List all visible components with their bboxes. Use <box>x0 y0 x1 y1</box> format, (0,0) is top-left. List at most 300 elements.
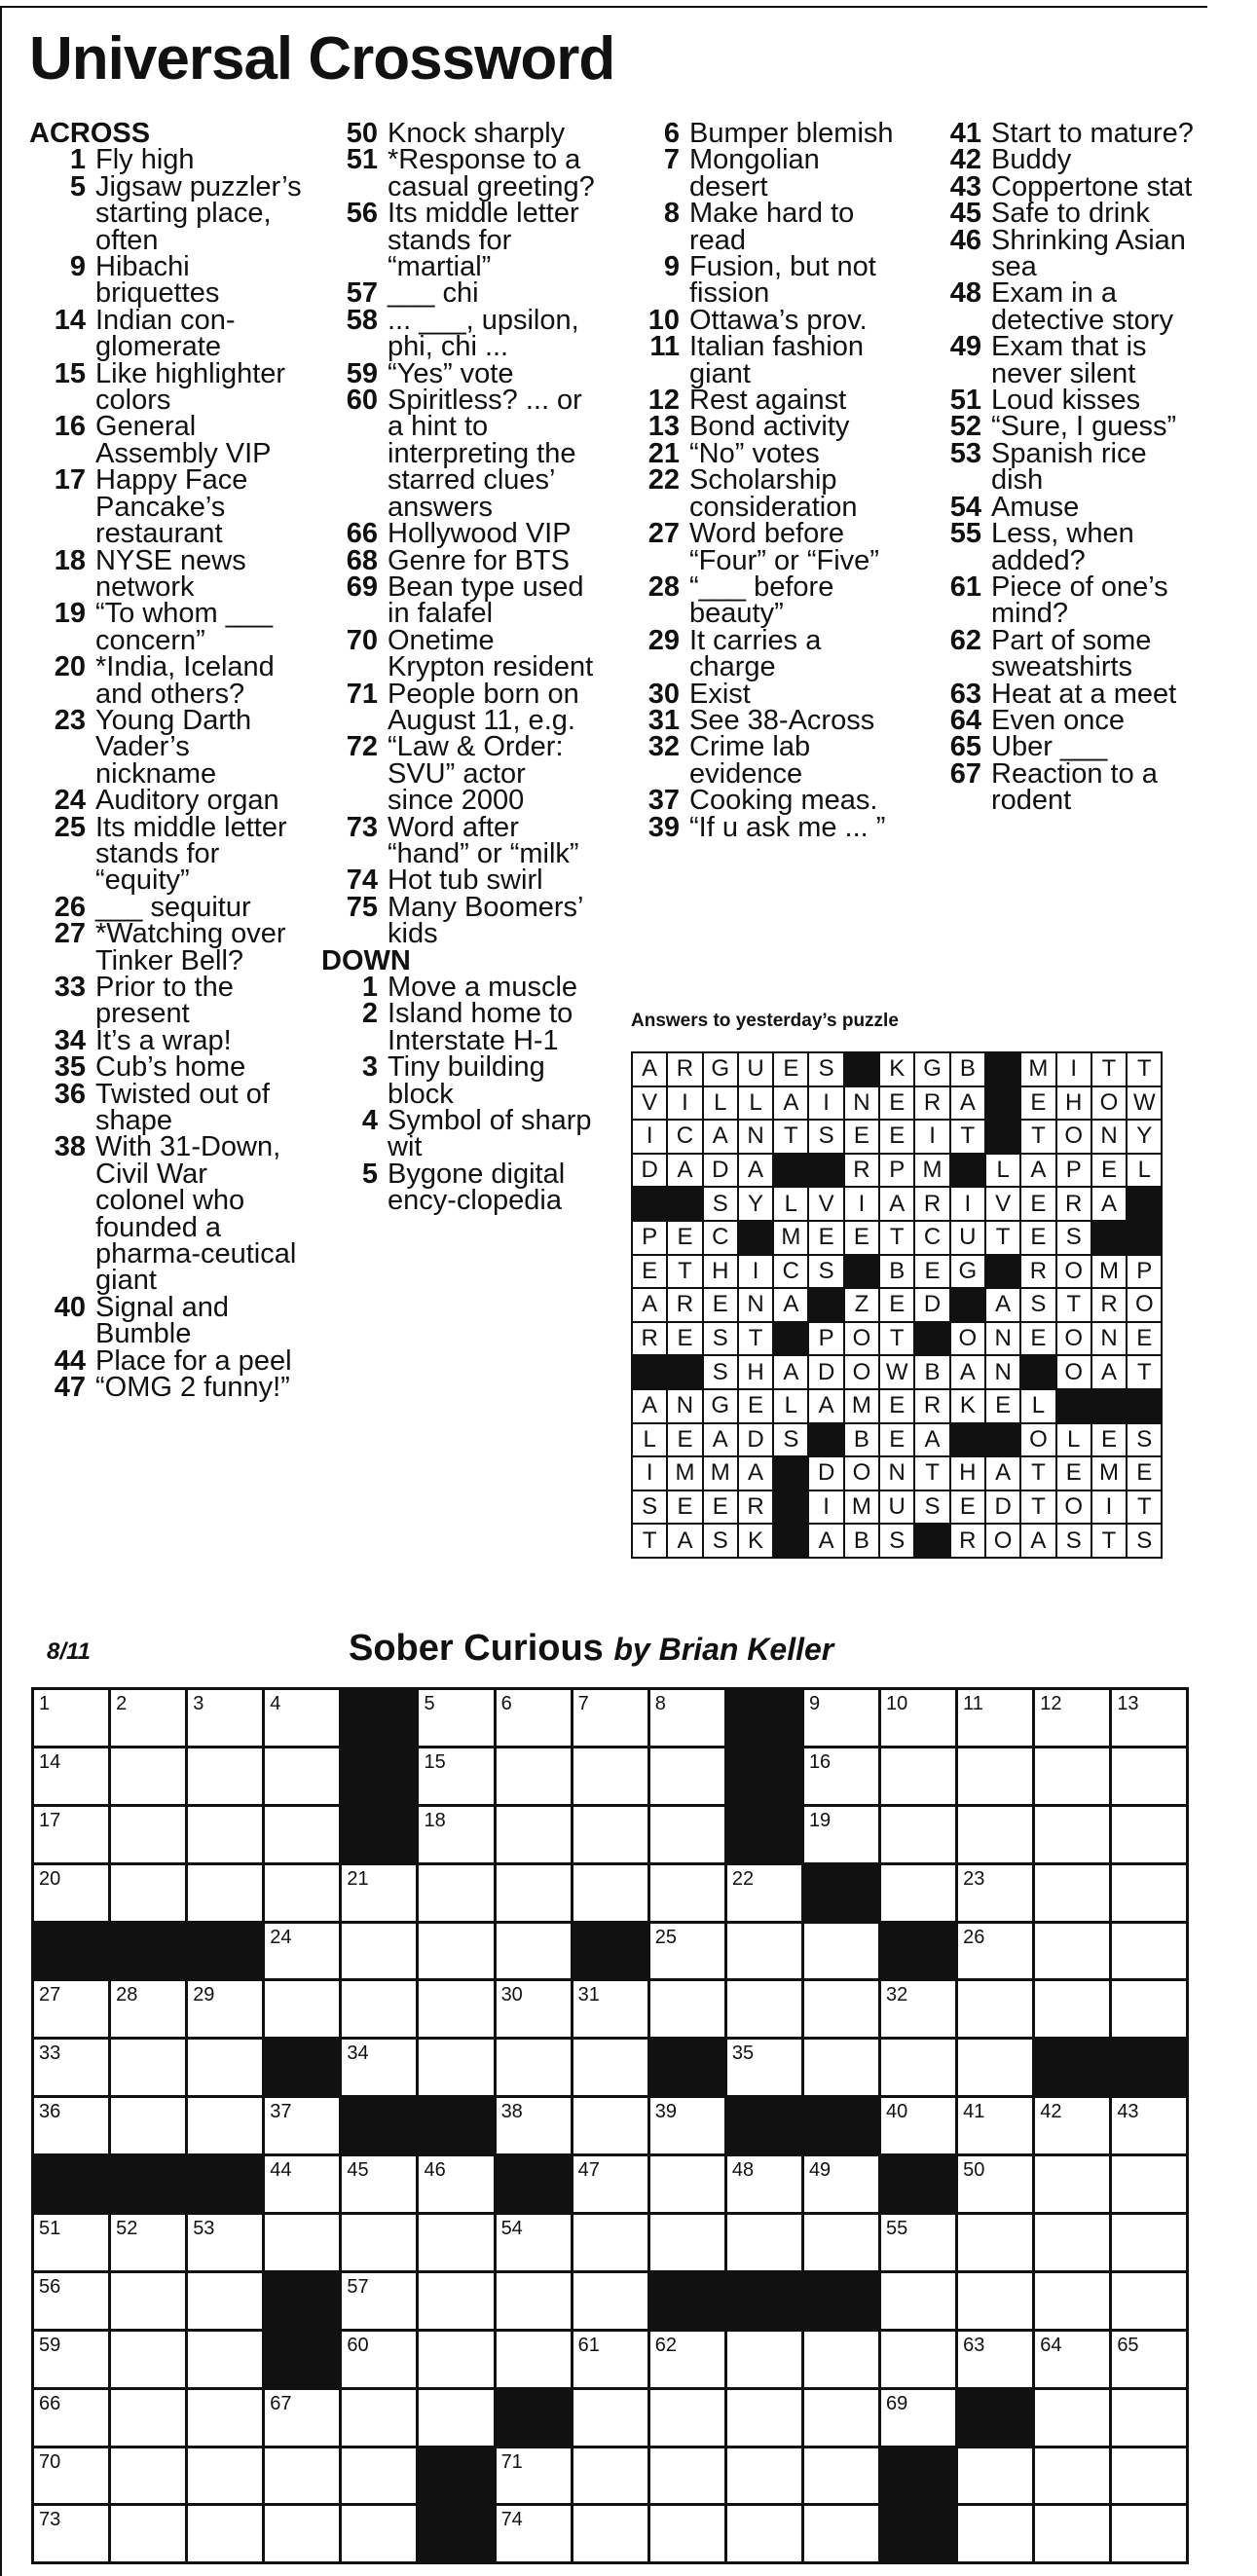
grid-cell[interactable] <box>1111 1922 1188 1980</box>
grid-cell[interactable] <box>572 1805 648 1863</box>
grid-cell[interactable] <box>418 1863 495 1922</box>
grid-cell[interactable] <box>33 2447 110 2505</box>
grid-cell[interactable] <box>495 2330 572 2388</box>
grid-cell[interactable] <box>187 1689 264 1748</box>
grid-cell[interactable] <box>495 2505 572 2563</box>
grid-cell[interactable] <box>802 1689 879 1748</box>
grid-cell[interactable] <box>725 2330 802 2388</box>
grid-cell[interactable] <box>33 2214 110 2272</box>
clue <box>29 651 302 710</box>
grid-cell[interactable] <box>495 1863 572 1922</box>
grid-cell[interactable] <box>957 2214 1034 2272</box>
grid-cell[interactable] <box>957 1922 1034 1980</box>
grid-cell[interactable] <box>648 2097 725 2155</box>
grid-cell[interactable] <box>648 2214 725 2272</box>
grid-cell[interactable] <box>341 2505 418 2563</box>
answer-letter: H <box>1056 1086 1091 1121</box>
grid-cell[interactable] <box>110 2330 187 2388</box>
grid-cell[interactable] <box>648 1689 725 1748</box>
grid-cell[interactable] <box>1111 2505 1188 2563</box>
grid-cell[interactable] <box>341 2271 418 2330</box>
grid-cell[interactable] <box>880 2039 957 2097</box>
grid-cell[interactable] <box>572 2271 648 2330</box>
clue <box>623 304 906 336</box>
grid-cell[interactable] <box>802 2388 879 2447</box>
black-square <box>880 2447 957 2505</box>
answer-letter: I <box>1091 1490 1127 1525</box>
grid-cell[interactable] <box>341 2447 418 2505</box>
grid-cell[interactable] <box>1111 2155 1188 2214</box>
grid-cell[interactable] <box>802 1805 879 1863</box>
grid-cell[interactable] <box>418 1747 495 1805</box>
grid-cell[interactable] <box>1111 1863 1188 1922</box>
grid-cell[interactable] <box>495 2447 572 2505</box>
clue <box>925 731 1202 763</box>
grid-cell[interactable] <box>1111 1805 1188 1863</box>
clue-column-2 <box>321 118 599 1217</box>
answer-letter: M <box>703 1456 738 1490</box>
black-square <box>1034 2039 1111 2097</box>
grid-cell[interactable] <box>187 2271 264 2330</box>
clue-number: 25 <box>54 811 86 843</box>
grid-cell[interactable] <box>495 1980 572 2039</box>
grid-cell[interactable] <box>495 1689 572 1748</box>
grid-cell[interactable] <box>725 2388 802 2447</box>
grid-cell[interactable] <box>880 1980 957 2039</box>
clue <box>321 144 599 202</box>
grid-cell[interactable] <box>1034 2330 1111 2388</box>
answer-letter: M <box>1020 1052 1055 1086</box>
grid-cell[interactable] <box>957 2447 1034 2505</box>
grid-cell[interactable] <box>418 2214 495 2272</box>
grid-cell[interactable] <box>880 2330 957 2388</box>
clue-text: Coppertone stat <box>991 170 1193 202</box>
clue-text: Cooking meas. <box>689 785 878 817</box>
clue <box>925 624 1202 683</box>
answer-letter: A <box>950 1355 985 1389</box>
grid-cell[interactable] <box>880 2097 957 2155</box>
answer-letter: S <box>1056 1524 1091 1558</box>
clue-text: It’s a wrap! <box>95 1024 232 1056</box>
answer-letter: C <box>703 1221 738 1255</box>
clue-text: “To whom ___ concern” <box>95 598 274 656</box>
grid-cell[interactable] <box>957 1689 1034 1748</box>
grid-cell[interactable] <box>1034 1980 1111 2039</box>
grid-cell[interactable] <box>187 2039 264 2097</box>
clue-text: Like highlighter colors <box>95 357 286 417</box>
grid-cell[interactable] <box>341 2155 418 2214</box>
clue <box>29 1131 302 1297</box>
grid-cell[interactable] <box>1034 1805 1111 1863</box>
grid-cell[interactable] <box>1111 2447 1188 2505</box>
answer-letter: D <box>808 1355 843 1389</box>
grid-cell[interactable] <box>802 1747 879 1805</box>
answer-row <box>632 1288 1162 1322</box>
grid-cell[interactable] <box>957 2155 1034 2214</box>
grid-cell[interactable] <box>957 2097 1034 2155</box>
grid-cell[interactable] <box>418 2388 495 2447</box>
grid-cell[interactable] <box>110 1747 187 1805</box>
grid-cell[interactable] <box>110 2388 187 2447</box>
grid-cell[interactable] <box>648 2330 725 2388</box>
grid-cell[interactable] <box>33 1980 110 2039</box>
grid-cell[interactable] <box>880 1689 957 1748</box>
grid-cell[interactable] <box>802 2214 879 2272</box>
black-square <box>985 1052 1020 1086</box>
grid-cell[interactable] <box>880 2388 957 2447</box>
grid-cell[interactable] <box>725 2505 802 2563</box>
grid-cell[interactable] <box>110 1980 187 2039</box>
answer-letter: P <box>1127 1255 1162 1289</box>
grid-cell[interactable] <box>957 1747 1034 1805</box>
grid-cell[interactable] <box>725 1863 802 1922</box>
black-square <box>773 1456 808 1490</box>
clue-number: 22 <box>647 464 680 497</box>
grid-cell[interactable] <box>1111 2330 1188 2388</box>
answer-letter: V <box>808 1187 843 1221</box>
clue-number: 12 <box>647 385 680 417</box>
grid-cell[interactable] <box>187 2388 264 2447</box>
grid-cell[interactable] <box>110 2039 187 2097</box>
clue-number: 9 <box>69 251 86 283</box>
answer-letter: C <box>667 1120 702 1154</box>
grid-cell[interactable] <box>33 2097 110 2155</box>
grid-cell[interactable] <box>572 2388 648 2447</box>
grid-cell[interactable] <box>187 1863 264 1922</box>
answer-letter: A <box>1020 1154 1055 1188</box>
grid-cell[interactable] <box>187 2447 264 2505</box>
clue-text: Bean type used in falafel <box>388 570 584 630</box>
grid-cell[interactable] <box>880 2214 957 2272</box>
grid-cell[interactable] <box>33 1689 110 1748</box>
black-square <box>802 1863 879 1922</box>
black-square <box>1091 1221 1127 1255</box>
clue <box>321 118 599 149</box>
answer-letter: N <box>879 1456 914 1490</box>
grid-cell[interactable] <box>957 1863 1034 1922</box>
grid-cell[interactable] <box>880 2271 957 2330</box>
black-square <box>950 1423 985 1457</box>
answer-letter: E <box>738 1389 773 1423</box>
grid-cell[interactable] <box>802 1980 879 2039</box>
clue-text: Safe to drink <box>991 198 1150 230</box>
grid-cell[interactable] <box>1034 1922 1111 1980</box>
grid-cell[interactable] <box>957 2330 1034 2388</box>
grid-cell[interactable] <box>572 2097 648 2155</box>
grid-cell[interactable] <box>418 2271 495 2330</box>
grid-cell[interactable] <box>187 2505 264 2563</box>
grid-cell[interactable] <box>1111 1747 1188 1805</box>
grid-cell[interactable] <box>1034 2214 1111 2272</box>
grid-cell[interactable] <box>495 2271 572 2330</box>
grid-cell[interactable] <box>648 2447 725 2505</box>
grid-cell[interactable] <box>418 1689 495 1748</box>
grid-cell[interactable] <box>110 2271 187 2330</box>
grid-cell[interactable] <box>418 2039 495 2097</box>
clue-text: Its middle letter stands for “equity” <box>95 811 287 897</box>
clue-number: 53 <box>949 437 981 469</box>
grid-cell[interactable] <box>725 1922 802 1980</box>
grid-cell[interactable] <box>802 2039 879 2097</box>
clue-text: “If u ask me ... ” <box>689 811 886 843</box>
grid-cell[interactable] <box>572 2505 648 2563</box>
grid-cell[interactable] <box>1034 1747 1111 1805</box>
grid-cell[interactable] <box>187 1980 264 2039</box>
grid-cell[interactable] <box>341 1980 418 2039</box>
clue <box>29 811 302 897</box>
answer-letter: E <box>667 1221 702 1255</box>
grid-cell[interactable] <box>418 1805 495 1863</box>
grid-cell[interactable] <box>802 2330 879 2388</box>
black-square <box>844 1052 879 1086</box>
answer-letter: E <box>703 1288 738 1322</box>
grid-cell[interactable] <box>495 2039 572 2097</box>
grid-cell[interactable] <box>1034 2505 1111 2563</box>
cell-number: 46 <box>424 2159 446 2182</box>
answer-letter: Z <box>844 1288 879 1322</box>
grid-cell[interactable] <box>957 2271 1034 2330</box>
grid-cell[interactable] <box>33 1805 110 1863</box>
answer-letter: E <box>950 1490 985 1525</box>
clue-text: Place for a peel <box>95 1344 292 1377</box>
grid-cell[interactable] <box>572 2214 648 2272</box>
grid-cell[interactable] <box>1034 2447 1111 2505</box>
grid-cell[interactable] <box>880 1805 957 1863</box>
grid-cell[interactable] <box>341 2214 418 2272</box>
grid-cell[interactable] <box>495 2097 572 2155</box>
grid-cell[interactable] <box>802 2447 879 2505</box>
grid-row <box>33 1863 1188 1922</box>
clue-number: 73 <box>346 811 378 843</box>
cell-number: 73 <box>39 2509 61 2531</box>
grid-cell[interactable] <box>1111 2271 1188 2330</box>
grid-cell[interactable] <box>648 1922 725 1980</box>
clue <box>925 411 1202 443</box>
answer-letter: A <box>808 1524 843 1558</box>
answer-letter: S <box>703 1322 738 1356</box>
grid-cell[interactable] <box>33 2505 110 2563</box>
grid-cell[interactable] <box>110 1689 187 1748</box>
grid-cell[interactable] <box>957 1805 1034 1863</box>
answer-letter: R <box>1020 1255 1055 1289</box>
answer-letter: I <box>950 1187 985 1221</box>
grid-cell[interactable] <box>1111 2214 1188 2272</box>
grid-cell[interactable] <box>418 1980 495 2039</box>
grid-cell[interactable] <box>1034 2388 1111 2447</box>
clue-text: “Law & Order: SVU” actor since 2000 <box>388 731 564 817</box>
grid-cell[interactable] <box>648 2505 725 2563</box>
grid-cell[interactable] <box>495 2214 572 2272</box>
grid-cell[interactable] <box>648 1747 725 1805</box>
grid-cell[interactable] <box>725 2039 802 2097</box>
grid-cell[interactable] <box>187 1747 264 1805</box>
grid-cell[interactable] <box>572 2447 648 2505</box>
answer-letter: V <box>985 1187 1020 1221</box>
cell-number: 1 <box>39 1693 51 1714</box>
grid-cell[interactable] <box>33 2330 110 2388</box>
answer-letter: A <box>879 1187 914 1221</box>
grid-cell[interactable] <box>648 1863 725 1922</box>
clue-number: 5 <box>69 170 86 202</box>
answer-letter: W <box>879 1355 914 1389</box>
grid-cell[interactable] <box>264 2447 341 2505</box>
grid-cell[interactable] <box>187 2214 264 2272</box>
grid-cell[interactable] <box>341 2330 418 2388</box>
answer-letter: A <box>632 1052 667 1086</box>
grid-row <box>33 1689 1188 1748</box>
grid-cell[interactable] <box>264 1922 341 1980</box>
grid-cell[interactable] <box>264 2097 341 2155</box>
clue-number: 2 <box>361 998 378 1030</box>
grid-cell[interactable] <box>110 2097 187 2155</box>
cell-number: 27 <box>39 1984 61 2006</box>
grid-cell[interactable] <box>495 1747 572 1805</box>
clue <box>623 251 906 310</box>
clue <box>29 704 302 790</box>
grid-cell[interactable] <box>1111 2097 1188 2155</box>
clue-text: Hollywood VIP <box>388 518 572 550</box>
grid-cell[interactable] <box>341 2388 418 2447</box>
grid-cell[interactable] <box>572 2039 648 2097</box>
black-square <box>950 1154 985 1188</box>
grid-cell[interactable] <box>187 2097 264 2155</box>
clue-text: Twisted out of shape <box>95 1078 270 1137</box>
black-square <box>1111 2039 1188 2097</box>
grid-cell[interactable] <box>572 2155 648 2214</box>
black-square <box>187 2155 264 2214</box>
grid-cell[interactable] <box>648 2388 725 2447</box>
answer-letter: E <box>879 1120 914 1154</box>
grid-cell[interactable] <box>572 1980 648 2039</box>
grid-cell[interactable] <box>648 2155 725 2214</box>
grid-row <box>33 1805 1188 1863</box>
answer-letter: A <box>808 1389 843 1423</box>
black-square <box>667 1355 702 1389</box>
black-square <box>110 2155 187 2214</box>
grid-cell[interactable] <box>648 1980 725 2039</box>
grid-cell[interactable] <box>264 1747 341 1805</box>
grid-cell[interactable] <box>264 2505 341 2563</box>
grid-cell[interactable] <box>110 2214 187 2272</box>
grid-cell[interactable] <box>648 1805 725 1863</box>
clue <box>925 224 1202 283</box>
grid-cell[interactable] <box>110 2447 187 2505</box>
clue-text: Less, when added? <box>991 518 1134 576</box>
grid-row <box>33 2505 1188 2563</box>
clue <box>321 387 599 521</box>
grid-cell[interactable] <box>264 2214 341 2272</box>
grid-cell[interactable] <box>110 1805 187 1863</box>
grid-cell[interactable] <box>495 1922 572 1980</box>
grid-cell[interactable] <box>957 2505 1034 2563</box>
grid-cell[interactable] <box>110 1863 187 1922</box>
answer-letter: T <box>950 1120 985 1154</box>
grid-cell[interactable] <box>725 1980 802 2039</box>
clue <box>925 757 1202 817</box>
answer-letter: S <box>808 1120 843 1154</box>
clue-text: Start to mature? <box>991 118 1194 149</box>
grid-cell[interactable] <box>341 1922 418 1980</box>
grid-cell[interactable] <box>1034 2097 1111 2155</box>
answer-letter: P <box>808 1322 843 1356</box>
grid-cell[interactable] <box>725 2155 802 2214</box>
grid-cell[interactable] <box>264 1805 341 1863</box>
grid-cell[interactable] <box>33 2271 110 2330</box>
grid-cell[interactable] <box>1034 2155 1111 2214</box>
answer-letter: I <box>808 1086 843 1121</box>
grid-cell[interactable] <box>264 2388 341 2447</box>
grid-cell[interactable] <box>1111 1689 1188 1748</box>
grid-cell[interactable] <box>802 1922 879 1980</box>
grid-cell[interactable] <box>33 2039 110 2097</box>
grid-cell[interactable] <box>187 2330 264 2388</box>
grid-cell[interactable] <box>802 2155 879 2214</box>
clue-text: Word before “Four” or “Five” <box>689 518 879 576</box>
grid-cell[interactable] <box>264 1863 341 1922</box>
grid-cell[interactable] <box>957 1980 1034 2039</box>
grid-row <box>33 1980 1188 2039</box>
grid-cell[interactable] <box>957 2039 1034 2097</box>
grid-cell[interactable] <box>1034 2271 1111 2330</box>
grid-cell[interactable] <box>264 1689 341 1748</box>
clue-text: Exam in a detective story <box>991 277 1173 336</box>
grid-cell[interactable] <box>495 1805 572 1863</box>
grid-cell[interactable] <box>341 1863 418 1922</box>
grid-cell[interactable] <box>1034 1689 1111 1748</box>
grid-cell[interactable] <box>1111 1980 1188 2039</box>
black-square <box>880 2505 957 2563</box>
answer-letter: R <box>914 1086 949 1121</box>
top-rule <box>0 6 1207 8</box>
grid-cell[interactable] <box>572 2330 648 2388</box>
grid-cell[interactable] <box>33 1747 110 1805</box>
grid-cell[interactable] <box>802 2505 879 2563</box>
grid-cell[interactable] <box>725 2447 802 2505</box>
clue-number: 67 <box>949 757 981 790</box>
answer-letter: O <box>1091 1086 1127 1121</box>
cell-number: 33 <box>39 2042 61 2065</box>
grid-cell[interactable] <box>341 2039 418 2097</box>
clue-number: 20 <box>54 651 86 683</box>
grid-cell[interactable] <box>1034 1863 1111 1922</box>
grid-cell[interactable] <box>33 2388 110 2447</box>
grid-cell[interactable] <box>880 1747 957 1805</box>
answer-letter: S <box>914 1490 949 1525</box>
puzzle-date: 8/11 <box>47 1638 91 1665</box>
clue-number: 59 <box>346 357 378 389</box>
black-square <box>725 1689 802 1748</box>
grid-cell[interactable] <box>572 1747 648 1805</box>
grid-cell[interactable] <box>880 1863 957 1922</box>
grid-cell[interactable] <box>418 1922 495 1980</box>
grid-cell[interactable] <box>264 1980 341 2039</box>
grid-cell[interactable] <box>418 2155 495 2214</box>
grid-cell[interactable] <box>110 2505 187 2563</box>
grid-cell[interactable] <box>33 1863 110 1922</box>
grid-cell[interactable] <box>1111 2388 1188 2447</box>
black-square <box>1127 1187 1162 1221</box>
grid-cell[interactable] <box>572 1689 648 1748</box>
grid-cell[interactable] <box>418 2330 495 2388</box>
grid-cell[interactable] <box>725 2214 802 2272</box>
answer-letter: E <box>1056 1456 1091 1490</box>
answer-letter: I <box>632 1456 667 1490</box>
grid-cell[interactable] <box>572 1863 648 1922</box>
answer-letter: R <box>1056 1187 1091 1221</box>
grid-cell[interactable] <box>264 2155 341 2214</box>
clue <box>623 811 906 843</box>
grid-cell[interactable] <box>187 1805 264 1863</box>
